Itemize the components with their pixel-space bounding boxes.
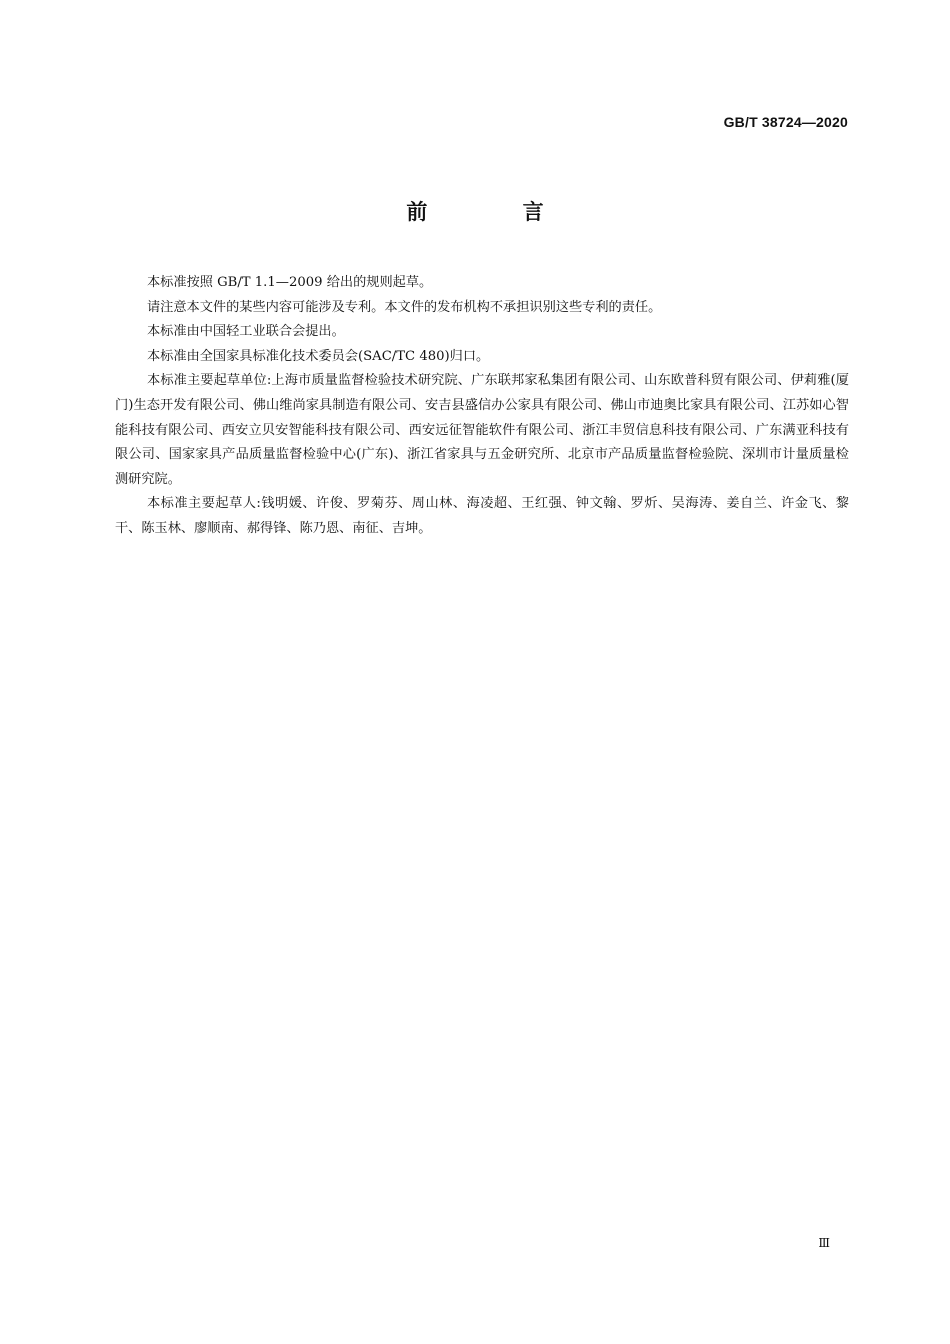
paragraph-drafters: 本标准主要起草人:钱明媛、许俊、罗菊芬、周山林、海凌超、王红强、钟文翰、罗炘、吴海涛、姜自兰、许金飞、黎干、陈玉林、廖顺南、郝得锋、陈乃恩、南征、吉坤。	[115, 496, 849, 536]
page-title: 前 言	[406, 200, 588, 224]
paragraph-drafting-rules: 本标准按照 GB/T 1.1—2009 给出的规则起草。	[147, 275, 433, 290]
foreword-body	[115, 271, 849, 542]
standard-code: GB/T 38724—2020	[723, 114, 848, 130]
paragraph-proposed-by: 本标准由中国轻工业联合会提出。	[147, 324, 345, 340]
page-number: Ⅲ	[818, 1236, 830, 1250]
paragraph-drafting-units: 本标准主要起草单位:上海市质量监督检验技术研究院、广东联邦家私集团有限公司、山东欧普科贸有限公司、伊莉雅(厦门)生态开发有限公司、佛山维尚家具制造有限公司、安吉县盛信办公家具有限公司、佛山市迪奥比家具有限公司、江苏如心智能科技有限公司、西安立贝安智能科技有限公司、西安远征智能软件有限公司、浙江丰贸信息科技有限公司、广东满亚科技有限公司、国家家具产品质量监督检验中心(广东)、浙江省家具与五金研究所、北京市产品质量监督检验院、深圳市计量质量检测研究院。	[115, 373, 849, 487]
paragraph-patent-notice: 请注意本文件的某些内容可能涉及专利。本文件的发布机构不承担识别这些专利的责任。	[147, 299, 662, 315]
paragraph-under-jurisdiction: 本标准由全国家具标准化技术委员会(SAC/TC 480)归口。	[147, 348, 490, 364]
